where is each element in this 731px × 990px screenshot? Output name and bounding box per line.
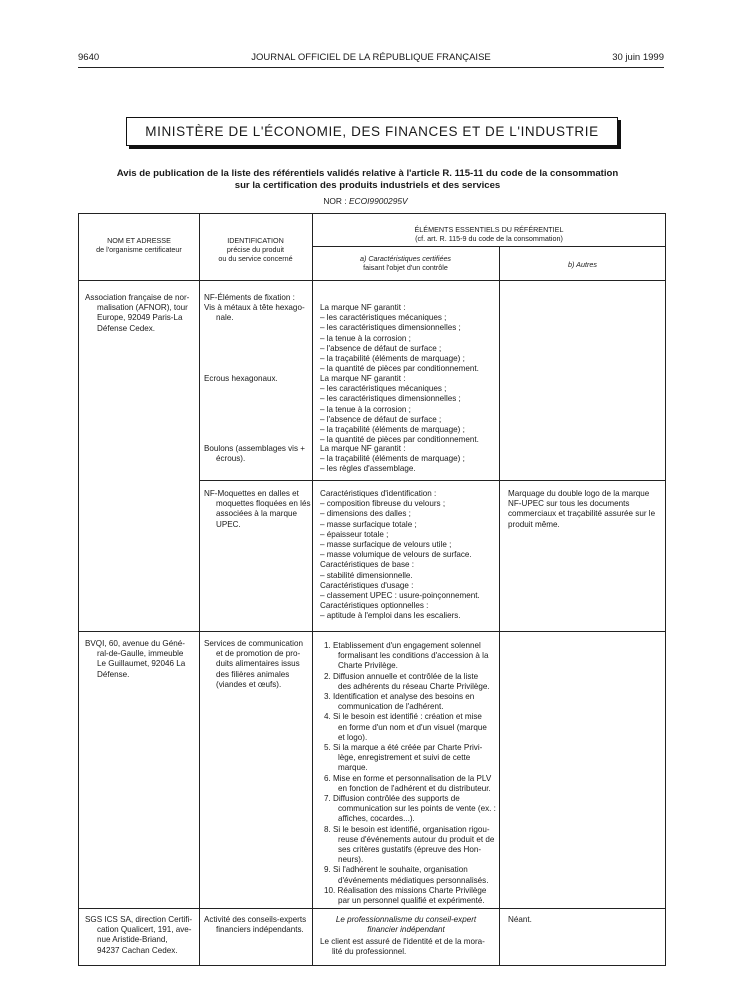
list-item-line: 5. Si la marque a été créée par Charte Privi- [324, 743, 483, 753]
header-line: (cf. art. R. 115-9 du code de la consommation) [415, 234, 563, 243]
column-divider [199, 214, 200, 965]
notice-title-line: Avis de publication de la liste des référentiels validés relative à l'article R. 115-11 du code de la consommation [116, 168, 619, 179]
list-item-line: 4. Si le besoin est identifié : création et mise [324, 712, 482, 722]
column-divider [312, 214, 313, 965]
list-item-line: communication sur les points de vente (ex. : [338, 804, 496, 814]
text-line: Le professionnalisme du conseil-expert [335, 915, 477, 924]
text-line: Marquage du double logo de la marque [508, 489, 650, 498]
text-line: BVQI, 60, avenue du Géné- [85, 639, 185, 648]
journal-title: JOURNAL OFFICIEL DE LA RÉPUBLIQUE FRANÇAISE [251, 52, 491, 63]
text-line: – classement UPEC : usure-poinçonnement. [320, 591, 480, 601]
list-item-line: d'événements médiatiques personnalisés. [338, 875, 489, 885]
text-line: – aptitude à l'emploi dans les escaliers. [320, 611, 461, 621]
column-divider [499, 246, 500, 965]
text-line: – la traçabilité (éléments de marquage) ; [320, 425, 465, 435]
text-line: La marque NF garantit : [320, 444, 406, 453]
text-line: ral-de-Gaulle, immeuble [97, 649, 184, 659]
text-line: (viandes et œufs). [216, 679, 282, 689]
header-rule [78, 67, 664, 68]
afnor-organisme [85, 293, 195, 334]
text-line: des filières animales [216, 669, 290, 679]
vis-product [204, 303, 310, 323]
sgs-autres [508, 915, 662, 925]
ministry-banner: MINISTÈRE DE L'ÉCONOMIE, DES FINANCES ET DE L'INDUSTRIE [126, 117, 618, 146]
text-line: associées à la marque [216, 509, 297, 519]
certification-table [78, 213, 666, 966]
text-line: – les caractéristiques mécaniques ; [320, 313, 447, 323]
text-line: – la quantité de pièces par conditionnement. [320, 364, 479, 374]
list-item-line: 3. Identification et analyse des besoins en [324, 692, 475, 702]
list-item-line: 2. Diffusion annuelle et contrôlée de la liste [324, 671, 479, 681]
bvqi-organisme [85, 639, 195, 680]
list-item-line: par un personnel qualifié et expérimenté. [338, 896, 485, 906]
list-item-line: neurs). [338, 855, 364, 865]
text-line: – la tenue à la corrosion ; [320, 404, 411, 414]
text-line: Le Guillaumet, 92046 La [97, 659, 186, 669]
text-line: La marque NF garantit : [320, 303, 406, 312]
text-line: – les caractéristiques dimensionnelles ; [320, 394, 461, 404]
text-line: – l'absence de défaut de surface ; [320, 343, 442, 353]
text-line: – les règles d'assemblage. [320, 464, 416, 474]
text-line: duits alimentaires issus [216, 659, 300, 669]
header-line: b) Autres [568, 260, 597, 269]
sgs-product [204, 915, 310, 935]
list-item-line: formalisant les conditions d'accession à la [338, 651, 489, 661]
header-line: ou du service concerné [218, 254, 293, 263]
header-line: a) Caractéristiques certifiées [359, 254, 452, 263]
list-item-line: des adhérents du réseau Charte Privilège. [338, 681, 490, 691]
text-line: 94237 Cachan Cedex. [97, 945, 178, 955]
list-item-line: et logo). [338, 732, 368, 742]
text-line: Défense. [97, 669, 130, 679]
nf-fixation-title: NF-Éléments de fixation : [204, 293, 295, 302]
text-line: Caractéristiques optionnelles : [320, 601, 429, 611]
header-autres [500, 260, 665, 269]
notice-title [60, 168, 675, 191]
nor-label: NOR : [323, 196, 347, 206]
row-divider [79, 631, 665, 632]
text-line: – l'absence de défaut de surface ; [320, 414, 442, 424]
vis-characteristics [320, 303, 496, 374]
text-line: NF-Moquettes en dalles et [204, 489, 299, 498]
header-group-divider [312, 246, 665, 247]
text-line: Caractéristiques d'identification : [320, 489, 437, 498]
text-line: SGS ICS SA, direction Certifi- [85, 915, 193, 924]
list-item-line: 9. Si l'adhérent le souhaite, organisation [324, 865, 468, 875]
nor-code: ECOI9900295V [348, 196, 408, 206]
text-line: – épaisseur totale ; [320, 529, 389, 539]
row-divider [79, 908, 665, 909]
header-line: NOM ET ADRESSE [107, 236, 171, 245]
list-item-line: Charte Privilège. [338, 661, 398, 671]
text-line: malisation (AFNOR), tour [97, 303, 188, 313]
running-header [78, 52, 664, 66]
boulons-product [204, 444, 310, 464]
header-line: IDENTIFICATION [227, 236, 284, 245]
text-line: – la quantité de pièces par conditionnement. [320, 435, 479, 445]
list-item-line: marque. [338, 763, 368, 773]
text-line: – la traçabilité (éléments de marquage) ; [320, 354, 465, 364]
text-line: Vis à métaux à tête hexago- [204, 303, 305, 312]
moquettes-characteristics [320, 489, 496, 622]
text-line: Caractéristiques de base : [320, 560, 415, 570]
text-line: – la tenue à la corrosion ; [320, 333, 411, 343]
text-line: NF-UPEC sur tous les documents [508, 499, 630, 509]
header-elements-group [313, 225, 665, 243]
text-line: Services de communication [204, 639, 303, 648]
sgs-characteristics [320, 937, 496, 957]
nor-reference [0, 196, 731, 206]
text-line: – les caractéristiques dimensionnelles ; [320, 323, 461, 333]
ecrous-product [204, 374, 310, 384]
text-line: Association française de nor- [85, 293, 190, 302]
text-line: commerciaux et traçabilité assurée sur le [508, 509, 656, 519]
text-line: financiers indépendants. [216, 925, 304, 935]
text-line: – masse surfacique totale ; [320, 519, 417, 529]
boulons-characteristics [320, 444, 496, 475]
list-item-line: communication de l'adhérent. [338, 702, 444, 712]
list-item-line: lège, enregistrement et suivi de cette [338, 753, 471, 763]
list-item-line: ses critères gustatifs (épreuve des Hon- [338, 845, 482, 855]
text-line: produit même. [508, 519, 560, 529]
text-line: nue Aristide-Briand, [97, 935, 168, 945]
text-line: Europe, 92049 Paris-La [97, 313, 183, 323]
sgs-chars-heading [315, 915, 497, 935]
text-line: – masse volumique de velours de surface. [320, 550, 472, 560]
list-item-line: 1. Etablissement d'un engagement solennel [324, 641, 481, 650]
list-item-line: reuse d'événements autour du produit et de [338, 834, 495, 844]
list-item-line: 6. Mise en forme et personnalisation de la PLV [324, 773, 492, 783]
text-line: lité du professionnel. [332, 947, 407, 957]
text-line: et de promotion de pro- [216, 649, 301, 659]
publication-date: 30 juin 1999 [612, 52, 664, 63]
notice-title-line: sur la certification des produits industriels et des services [234, 179, 501, 191]
text-line: La marque NF garantit : [320, 374, 406, 383]
header-bottom-rule [79, 280, 665, 281]
header-caracteristiques [313, 254, 498, 272]
header-line: faisant l'objet d'un contrôle [363, 263, 448, 272]
list-item-line: 8. Si le besoin est identifié, organisation rigou- [324, 824, 490, 834]
text-line: financier indépendant [367, 925, 445, 935]
list-item-line: 10. Réalisation des missions Charte Privilège [324, 885, 487, 895]
list-item-line: affiches, cocardes...). [338, 814, 415, 824]
text-line: nale. [216, 313, 234, 323]
header-line: ÉLÉMENTS ESSENTIELS DU RÉFÉRENTIEL [414, 225, 564, 234]
moquettes-product [204, 489, 310, 530]
row-divider [199, 480, 665, 481]
header-organisme [81, 236, 197, 254]
bvqi-characteristics [324, 641, 496, 906]
text-line: – masse surfacique de velours utile ; [320, 540, 452, 550]
header-line: précise du produit [226, 245, 285, 254]
text-line: Activité des conseils-experts [204, 915, 307, 924]
header-identification [201, 236, 310, 263]
text-line: – la traçabilité (éléments de marquage) ; [320, 454, 465, 464]
text-line: Boulons (assemblages vis + [204, 444, 305, 453]
text-line: Le client est assuré de l'identité et de la mora- [320, 937, 485, 946]
text-line: cation Qualicert, 191, ave- [97, 925, 192, 935]
sgs-organisme [85, 915, 195, 956]
ecrous-characteristics [320, 374, 496, 445]
text-line: – dimensions des dalles ; [320, 509, 411, 519]
text-line: UPEC. [216, 519, 241, 529]
list-item-line: 7. Diffusion contrôlée des supports de [324, 794, 460, 804]
moquettes-autres [508, 489, 662, 530]
text-line: Néant. [508, 915, 532, 924]
text-line: – composition fibreuse du velours ; [320, 499, 446, 509]
text-line: Caractéristiques d'usage : [320, 580, 414, 590]
page-number: 9640 [78, 52, 100, 63]
text-line: moquettes floquées en lés [216, 499, 311, 509]
text-line: écrous). [216, 454, 246, 464]
list-item-line: en fonction de l'adhérent et du distributeur. [338, 783, 491, 793]
text-line: – stabilité dimensionnelle. [320, 570, 413, 580]
header-line: de l'organisme certificateur [96, 245, 182, 254]
bvqi-product [204, 639, 310, 690]
list-item-line: en forme d'un nom et d'un visuel (marque [338, 722, 487, 732]
text-line: Défense Cedex. [97, 323, 156, 333]
text-line: – les caractéristiques mécaniques ; [320, 384, 447, 394]
text-line: Ecrous hexagonaux. [204, 374, 278, 383]
